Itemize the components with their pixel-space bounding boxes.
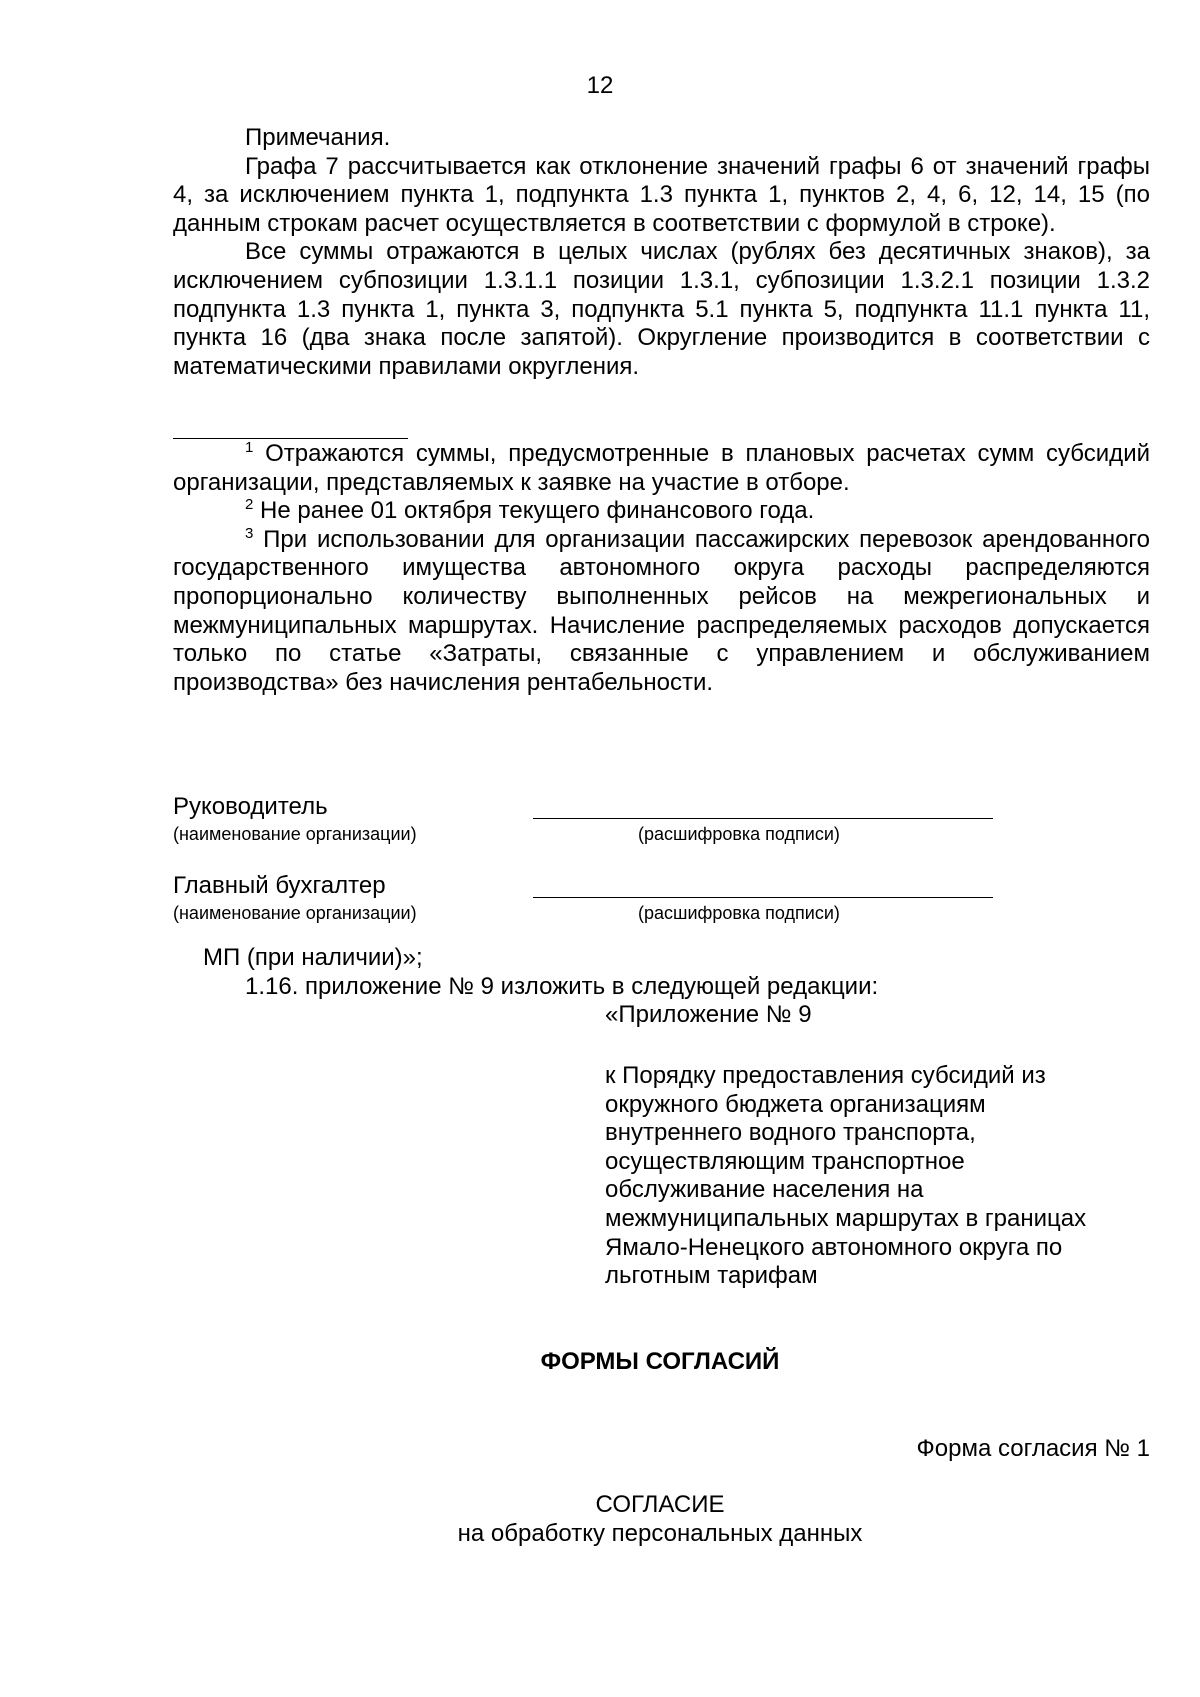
consent-title: СОГЛАСИЕ (595, 1491, 725, 1518)
footnote-1 (173, 440, 1150, 497)
footnote-mark: 1 (245, 439, 254, 456)
signature-decode-caption: (расшифровка подписи) (638, 824, 840, 844)
signature-org-caption: (наименование организации) (173, 824, 417, 844)
footnote-3 (173, 526, 1150, 698)
footnote-separator (173, 438, 408, 439)
footnote-text: Не ранее 01 октября текущего финансового года. (260, 497, 815, 525)
signature-accountant (173, 872, 993, 932)
consent-subtitle: на обработку персональных данных (457, 1520, 863, 1547)
footnotes-section (173, 440, 1150, 697)
notes-paragraph: Графа 7 рассчитывается как отклонение значений графы 6 от значений графы 4, за исключением пункта 1, подпункта 1.3 пункта 1, пунктов 2, 4, 6, 12, 14, 15 (по данным строкам расчет осуществляется в соответствии с формулой в строке). (173, 152, 1150, 237)
appendix-title: «Приложение № 9 (605, 1001, 812, 1028)
page-number: 12 (586, 72, 614, 99)
footnote-text: При использовании для организации пассажирских перевозок арендованного государственного имущества автономного округа расходы распределяются пропорционально количеству выполненных рейсов на межрегиональных и межмуниципальных маршрутах. Начисление распределяемых расходов допускается только по статье «Затраты, связанные с управлением и обслуживанием производства» без начисления рентабельности. (173, 525, 1151, 696)
form-number: Форма согласия № 1 (916, 1435, 1150, 1462)
notes-heading: Примечания. (245, 124, 391, 151)
forms-heading: ФОРМЫ СОГЛАСИЙ (540, 1348, 780, 1375)
footnote-text: Отражаются суммы, предусмотренные в плановых расчетах сумм субсидий организации, представляемых к заявке на участие в отборе. (173, 440, 1150, 496)
notes-paragraph: Все суммы отражаются в целых числах (рублях без десятичных знаков), за исключением субпозиции 1.3.1.1 позиции 1.3.1, субпозиции 1.3.2.1 позиции 1.3.2 подпункта 1.3 пункта 1, пункта 3, подпункта 5.1 пункта 5, подпункта 11.1 пункта 11, пункта 16 (два знака после запятой). Округление производится в соответствии с математическими правилами округления. (173, 238, 1150, 380)
signature-title: Главный бухгалтер (173, 872, 386, 899)
amendment-item: 1.16. приложение № 9 изложить в следующей редакции: (245, 973, 879, 1000)
signature-line (533, 818, 993, 819)
appendix-order-paragraph: к Порядку предоставления субсидий из окружного бюджета организациям внутреннего водного транспорта, осуществляющим транспортное обслуживание населения на межмуниципальных маршрутах в границах Ямало-Ненецкого автономного округа по льготным тарифам (605, 1062, 1087, 1290)
notes-section (173, 124, 1150, 381)
signature-head (173, 793, 993, 853)
signature-org-caption: (наименование организации) (173, 903, 417, 923)
stamp-line: МП (при наличии)»; (203, 944, 423, 971)
signature-line (533, 897, 993, 898)
signature-decode-caption: (расшифровка подписи) (638, 903, 840, 923)
footnote-mark: 2 (245, 496, 254, 514)
footnote-mark: 3 (245, 524, 254, 542)
appendix-order-text (605, 1062, 1150, 1291)
footnote-2 (173, 497, 1150, 526)
signature-title: Руководитель (173, 793, 328, 820)
